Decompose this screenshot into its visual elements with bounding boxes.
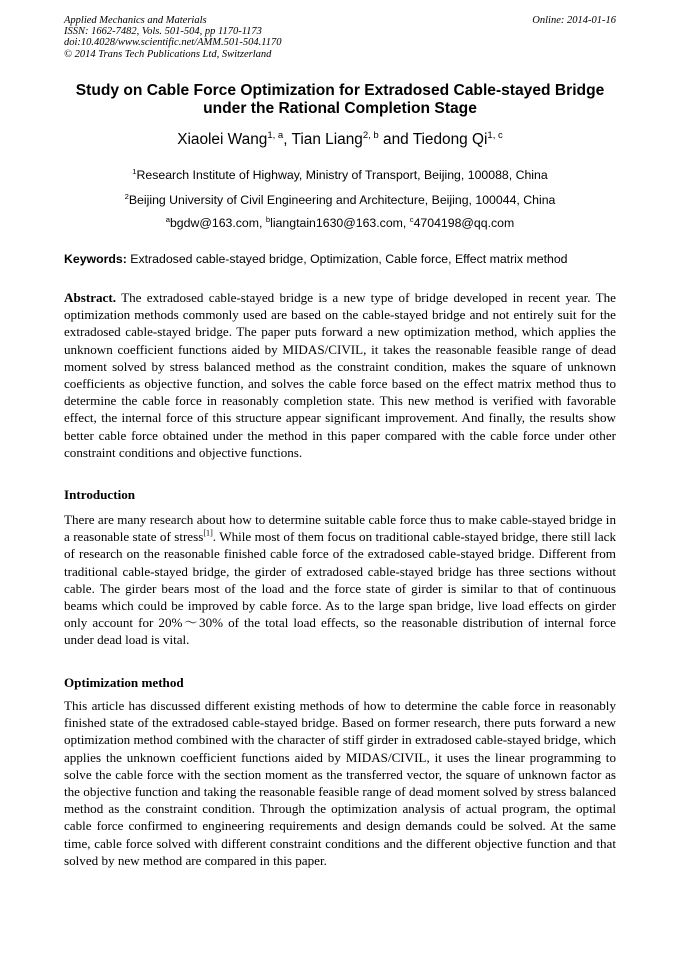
affiliation-2-marker: 2 <box>124 191 129 201</box>
keywords-label: Keywords: <box>64 252 127 266</box>
keywords-text: Extradosed cable-stayed bridge, Optimization, Cable force, Effect matrix method <box>126 252 568 266</box>
optimization-heading: Optimization method <box>64 675 184 690</box>
affiliation-2-text: Beijing University of Civil Engineering and Architecture, Beijing, 100044, China <box>128 193 556 207</box>
author-1: Xiaolei Wang <box>177 131 268 148</box>
email-b-marker: b <box>265 214 271 224</box>
issn-line: ISSN: 1662-7482, Vols. 501-504, pp 1170-1173 <box>64 26 262 38</box>
author-3: Tiedong Qi <box>412 131 488 148</box>
title-line-1: Study on Cable Force Optimization for Extradosed Cable-stayed Bridge <box>75 82 605 99</box>
author-separator: and <box>378 131 413 148</box>
affiliation-1-marker: 1 <box>132 166 137 176</box>
email-c-marker: c <box>409 214 414 224</box>
doi-line: doi:10.4028/www.scientific.net/AMM.501-504.1170 <box>64 37 282 49</box>
keywords <box>64 252 624 266</box>
email-list <box>64 216 616 230</box>
optimization-paragraph: This article has discussed different existing methods of how to determine the cable force in reasonably finished state of the extradosed cable-stayed bridge. Based on former research, there puts forward a new optimization method combined with the character of stiff girder in extradosed cable-stayed bridge, which applies the unknown coefficient functions aided by MIDAS/CIVIL, it uses the linear programming to solve the cable force with the section moment as the transferred vector, the square of unknown factor as the objective function and taking the reasonable feasible range of dead moment solved by stress balanced method as the constraint condition. Through the optimization analysis of actual program, the optimal cable force confirmed to engineering requirements and design demands could be solved. At the same time, cable force solved with different constraint conditions and the different objective function and that solved by new method are compared in this paper. <box>64 698 616 868</box>
author-1-affiliation: 1, a <box>267 129 284 141</box>
author-list <box>64 131 616 149</box>
email-b: liangtain1630@163.com, <box>270 216 410 230</box>
author-2: Tian Liang <box>291 131 363 148</box>
abstract-label: Abstract. <box>64 290 116 305</box>
citation-1: [1] <box>203 528 213 538</box>
email-a: bgdw@163.com, <box>169 216 266 230</box>
affiliation-1 <box>64 168 616 182</box>
introduction-text-2: . While most of them focus on traditional cable-stayed bridge, there still lack of research on the reasonable finished cable force of the extradosed cable-stayed bridge. Different from traditional cable-stayed bridge, the girder of extradosed cable-stayed bridge has three sections without cable. The girder bears most of the load and the force state of girder is similar to that of continuous beams which could be improved by cable force. As to the large span bridge, live load effects on girder only account for 20%～30% of the total load effects, so the reasonable distribution of internal force under dead load is vital. <box>64 529 616 648</box>
author-2-affiliation: 2, b <box>362 129 379 141</box>
online-date: Online: 2014-01-16 <box>532 15 616 26</box>
author-3-affiliation: 1, c <box>487 129 503 141</box>
title-line-2: under the Rational Completion Stage <box>203 100 477 118</box>
introduction-heading: Introduction <box>64 487 136 502</box>
paper-title <box>64 82 616 119</box>
email-c: 4704198@qq.com <box>413 216 515 230</box>
email-a-marker: a <box>165 214 170 224</box>
journal-header <box>64 15 616 60</box>
introduction-text-1: There are many research about how to determine suitable cable force thus to make cable-stayed bridge in a reasonable state of stress <box>64 512 616 545</box>
abstract-paragraph <box>64 289 616 461</box>
author-separator: , <box>283 131 292 148</box>
copyright-line: © 2014 Trans Tech Publications Ltd, Switzerland <box>64 48 272 60</box>
affiliation-1-text: Research Institute of Highway, Ministry of Transport, Beijing, 100088, China <box>136 168 548 182</box>
affiliation-2 <box>64 193 616 207</box>
abstract-text: The extradosed cable-stayed bridge is a new type of bridge developed in recent year. The optimization methods commonly used are based on the cable-stayed bridge and not entirely suit for the extradosed cable-stayed bridge. The paper puts forward a new optimization method, which applies the unknown coefficient functions aided by MIDAS/CIVIL, it takes the reasonable feasible range of dead moment solved by stress balanced method as the constraint condition, makes the square of unknown coefficients as objective function, and solves the cable force based on the effect matrix method thus to determine the cable force in reasonably completion state. This new method is verified with favorable effect, the internal force of this structure appear significant improvement. And finally, the results show better cable force obtained under the method in this paper compared with the cable force under other constraint conditions and objective functions. <box>64 290 616 460</box>
introduction-paragraph <box>64 511 616 649</box>
journal-name: Applied Mechanics and Materials <box>64 15 207 26</box>
